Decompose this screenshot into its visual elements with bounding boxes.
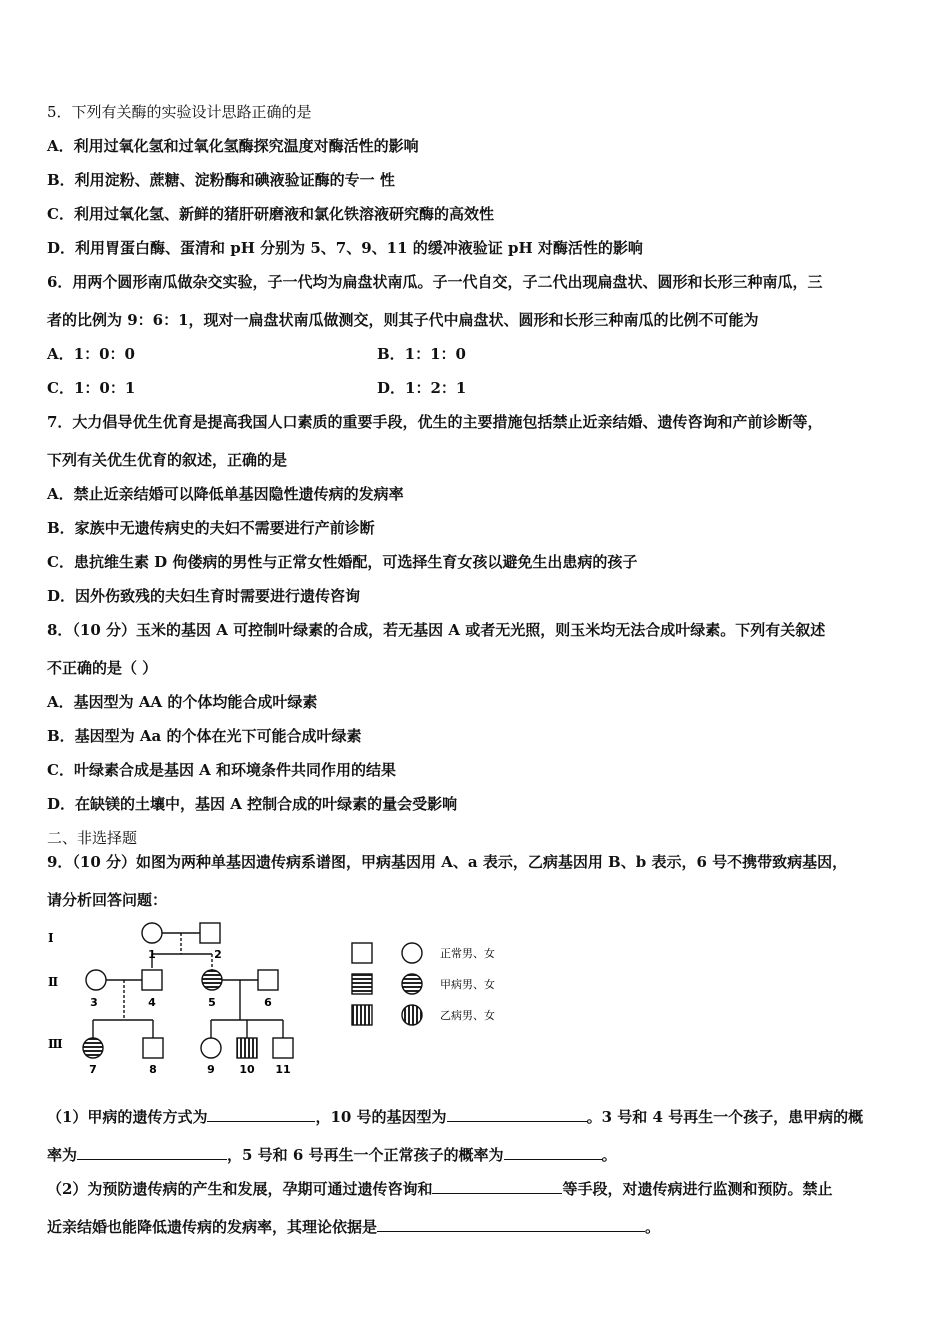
q9-stem-line1: 9．（10 分）如图为两种单基因遗传病系谱图，甲病基因用 A、a 表示，乙病基因用 B、b 表示，6 号不携带致病基因， xyxy=(47,853,848,871)
legend-normal-male-symbol xyxy=(352,943,372,963)
legend-disease-b-male-symbol xyxy=(352,1005,372,1025)
q7-option-d: D．因外伤致残的夫妇生育时需要进行遗传咨询 xyxy=(47,587,361,605)
q9-part1-line1 xyxy=(47,1106,863,1127)
q9-part2-text-d: 。 xyxy=(645,1218,661,1236)
q8-option-c: C．叶绿素合成是基因 A 和环境条件共同作用的结果 xyxy=(47,761,397,779)
answer-blank-theoretical-basis[interactable] xyxy=(377,1216,645,1232)
legend-disease-a-female-symbol xyxy=(402,974,422,994)
q8-option-d: D．在缺镁的土壤中，基因 A 控制合成的叶绿素的量会受影响 xyxy=(47,795,458,813)
individual-4-normal-male xyxy=(142,970,162,990)
label-11: 11 xyxy=(275,1063,291,1076)
label-8: 8 xyxy=(149,1063,157,1076)
legend-disease-b-female-symbol xyxy=(402,1005,422,1025)
q7-option-b: B．家族中无遗传病史的夫妇不需要进行产前诊断 xyxy=(47,519,375,537)
individual-7-disease-a-female xyxy=(83,1038,103,1058)
q5-option-a: A．利用过氧化氢和过氧化氢酶探究温度对酶活性的影响 xyxy=(47,137,419,155)
q9-part1-text-b: ，10 号的基因型为 xyxy=(315,1108,447,1126)
label-1: 1 xyxy=(148,948,156,961)
answer-blank-probability-disease-a[interactable] xyxy=(77,1144,227,1160)
q8-stem-line2: 不正确的是（ ） xyxy=(47,659,158,677)
label-7: 7 xyxy=(89,1063,97,1076)
answer-blank-genotype-10[interactable] xyxy=(447,1106,587,1122)
q9-part1-text-a: （1）甲病的遗传方式为 xyxy=(47,1108,208,1126)
q8-stem-line1: 8．（10 分）玉米的基因 A 可控制叶绿素的合成，若无基因 A 或者无光照，则玉米均无法合成叶绿素。下列有关叙述 xyxy=(47,621,826,639)
legend-normal-female-symbol xyxy=(402,943,422,963)
q9-part1-text-e: ，5 号和 6 号再生一个正常孩子的概率为 xyxy=(227,1146,504,1164)
individual-3-normal-female xyxy=(86,970,106,990)
gen-label-3: Ⅲ xyxy=(48,1037,63,1051)
gen-label-2: Ⅱ xyxy=(48,975,59,989)
q7-stem-line2: 下列有关优生优育的叙述，正确的是 xyxy=(47,451,288,469)
individual-2-normal-male xyxy=(200,923,220,943)
q9-part1-line2 xyxy=(47,1144,617,1165)
q7-option-c: C．患抗维生素 D 佝偻病的男性与正常女性婚配，可选择生育女孩以避免生出患病的孩子 xyxy=(47,553,638,571)
label-10: 10 xyxy=(239,1063,255,1076)
q9-part2-text-c: 近亲结婚也能降低遗传病的发病率，其理论依据是 xyxy=(47,1218,378,1236)
individual-1-normal-female xyxy=(142,923,162,943)
q7-stem-line1: 7．大力倡导优生优育是提高我国人口素质的重要手段，优生的主要措施包括禁止近亲结婚、遗传咨询和产前诊断等， xyxy=(47,413,823,431)
legend-disease-a-label: 甲病男、女 xyxy=(440,978,495,991)
individual-11-normal-male xyxy=(273,1038,293,1058)
q9-part1-text-d: 率为 xyxy=(47,1146,78,1164)
q6-option-a: A．1：0：0 xyxy=(47,345,135,363)
individual-6-normal-male xyxy=(258,970,278,990)
answer-blank-probability-normal-child[interactable] xyxy=(504,1144,602,1160)
q8-option-b: B．基因型为 Aa 的个体在光下可能合成叶绿素 xyxy=(47,727,362,745)
label-2: 2 xyxy=(214,948,222,961)
section-title: 二、非选择题 xyxy=(47,829,138,847)
answer-blank-prenatal-method[interactable] xyxy=(432,1178,562,1194)
legend-normal-label: 正常男、女 xyxy=(440,947,495,960)
q9-part2-text-a: （2）为预防遗传病的产生和发展，孕期可通过遗传咨询和 xyxy=(47,1180,433,1198)
individual-10-disease-b-male xyxy=(237,1038,257,1058)
q5-option-c: C．利用过氧化氢、新鲜的猪肝研磨液和氯化铁溶液研究酶的高效性 xyxy=(47,205,494,223)
individual-9-normal-female xyxy=(201,1038,221,1058)
q9-part1-text-f: 。 xyxy=(601,1146,617,1164)
q6-option-b: B．1：1：0 xyxy=(377,345,466,363)
label-6: 6 xyxy=(264,996,272,1009)
individual-5-disease-a-female xyxy=(202,970,222,990)
gen-label-1: Ⅰ xyxy=(48,931,54,945)
q7-option-a: A．禁止近亲结婚可以降低单基因隐性遗传病的发病率 xyxy=(47,485,404,503)
q9-part1-text-c: 。3 号和 4 号再生一个孩子，患甲病的概 xyxy=(586,1108,864,1126)
q6-stem-line2: 者的比例为 9：6：1，现对一扁盘状南瓜做测交，则其子代中扁盘状、圆形和长形三种南瓜的比例不可能为 xyxy=(47,311,759,329)
q6-option-c: C．1：0：1 xyxy=(47,379,136,397)
q8-option-a: A．基因型为 AA 的个体均能合成叶绿素 xyxy=(47,693,318,711)
label-3: 3 xyxy=(90,996,98,1009)
q5-option-d: D．利用胃蛋白酶、蛋清和 pH 分别为 5、7、9、11 的缓冲液验证 pH 对酶活性的影响 xyxy=(47,239,643,257)
q6-option-d: D．1：2：1 xyxy=(377,379,467,397)
pedigree-chart xyxy=(40,918,520,1078)
q9-part2-line2 xyxy=(47,1216,660,1237)
label-5: 5 xyxy=(208,996,216,1009)
q6-stem-line1: 6．用两个圆形南瓜做杂交实验，子一代均为扁盘状南瓜。子一代自交，子二代出现扁盘状、圆形和长形三种南瓜，三 xyxy=(47,273,823,291)
individual-8-normal-male xyxy=(143,1038,163,1058)
q5-stem: 5．下列有关酶的实验设计思路正确的是 xyxy=(47,103,312,121)
q5-option-b: B．利用淀粉、蔗糖、淀粉酶和碘液验证酶的专一 性 xyxy=(47,171,395,189)
q9-part2-line1 xyxy=(47,1178,832,1199)
label-4: 4 xyxy=(148,996,156,1009)
q9-stem-line2: 请分析回答问题： xyxy=(47,891,168,909)
label-9: 9 xyxy=(207,1063,215,1076)
answer-blank-inheritance-mode[interactable] xyxy=(207,1106,315,1122)
legend-disease-a-male-symbol xyxy=(352,974,372,994)
q9-part2-text-b: 等手段，对遗传病进行监测和预防。禁止 xyxy=(562,1180,833,1198)
legend-disease-b-label: 乙病男、女 xyxy=(440,1009,495,1022)
